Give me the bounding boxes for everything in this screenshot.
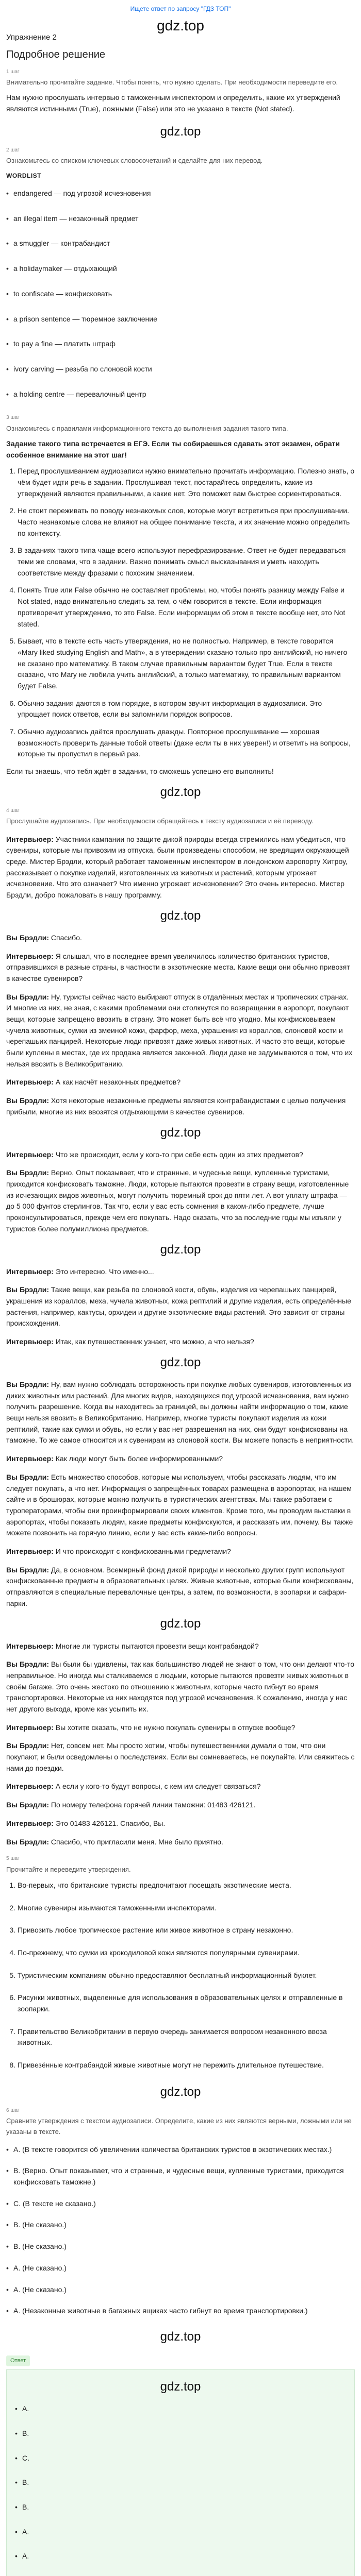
list-item: 5. Туристическим компаниям обычно предоставляют бесплатный информационный буклет. xyxy=(18,1970,355,1981)
list-item: 1. Во-первых, что британские туристы предпочитают посещать экзотические места. xyxy=(18,1880,355,1891)
watermark: gdz.top xyxy=(160,785,201,799)
speaker: Интервьюер: xyxy=(6,952,54,960)
speaker: Вы Брэдли: xyxy=(6,1660,49,1669)
speaker: Интервьюер: xyxy=(6,1337,54,1346)
step-3 xyxy=(6,414,355,777)
comparison-list xyxy=(6,2144,355,2317)
speaker: Интервьюер: xyxy=(6,1641,54,1650)
dialog xyxy=(6,834,355,1848)
line-text: Такие вещи, как резьба по слоновой кости, обувь, изделия из черепашьих панцирей, украшения из кораллов, меха, чучела животных, кожа рептилий и другие изделия, есть определённые растения, например, кактусы, орхидеи и другие экзотические виды растений. Это зависит от страны происхождения. xyxy=(6,1285,351,1328)
list-item: • А. (В тексте говорится об увеличении количества британских туристов в экзотических местах.) xyxy=(6,2144,355,2156)
speaker: Вы Брэдли: xyxy=(6,933,49,942)
line-text: Вы были бы удивлены, так как большинство людей не знают о том, что они делают что-то неправильное. Но иногда мы сталкиваемся с людьми, которые пытаются провезти живых животных в своём багаже. Это очень жестоко по отношению к животным, которые часто гибнут во время транспортировки. Некоторые из них находятся под угрозой исчезновения. К сожалению, иногда у нас нет другого выхода, кроме как усыпить их. xyxy=(6,1660,355,1714)
top-search-link[interactable]: Ищете ответ по запросу "ГДЗ ТОП" xyxy=(130,5,231,12)
list-item: • В. (Не сказано.) xyxy=(6,2219,355,2231)
list-item: • В. (Верно. Опыт показывает, что и странные, и чудесные вещи, купленные туристами, приходится конфисковать таможне.) xyxy=(6,2165,355,2188)
speaker: Вы Брэдли: xyxy=(6,1380,49,1389)
line-text: Спасибо, что пригласили меня. Мне было приятно. xyxy=(51,1837,223,1846)
line-text: Что же происходит, если у кого-то при себе есть один из этих предметов? xyxy=(55,1150,303,1159)
line-text: И что происходит с конфискованными предметами? xyxy=(55,1547,231,1555)
watermark: gdz.top xyxy=(160,908,201,923)
exam-note: Задание такого типа встречается в ЕГЭ. Если ты собираешься сдавать этот экзамен, обрати особенное внимание на этот шаг! xyxy=(6,439,340,459)
dialog-line xyxy=(6,1149,355,1161)
watermark: gdz.top xyxy=(157,18,204,33)
answer-list xyxy=(15,2403,346,2576)
list-item: 8. Привезённые контрабандой живые животные могут не пережить длительное путешествие. xyxy=(18,2060,355,2071)
dialog-line xyxy=(6,1095,355,1117)
speaker: Интервьюер: xyxy=(6,835,54,843)
dialog-line xyxy=(6,1167,355,1234)
speaker: Вы Брэдли: xyxy=(6,1837,49,1846)
speaker: Интервьюер: xyxy=(6,1454,54,1463)
dialog-line xyxy=(6,992,355,1070)
list-item: • an illegal item — незаконный предмет xyxy=(6,213,355,225)
step-label: 5 шаг xyxy=(6,1856,20,1862)
line-text: Ну, туристы сейчас часто выбирают отпуск в отдалённых местах и тропических странах. И многие из них, не зная, с какими проблемами они столкнутся по возвращении в аэропорт, покупают вещи, которые запрещено ввозить в страну. Это может быть всё что угодно. Мы конфисковываем чучела животных, сумки из змеиной кожи, фарфор, меха, украшения из кораллов, слоновой кости и черепашьих панцирей. Некоторые люди привозят даже живых животных. И часто это вещи, которые были куплены в местах, где их продажа является законной. Люди даже не задумываются о том, что их нельзя ввозить в Великобританию. xyxy=(6,992,353,1068)
list-item: • А. (Незаконные животные в багажных ящиках часто гибнут во время транспортировки.) xyxy=(6,2306,355,2317)
line-text: Я слышал, что в последнее время увеличилось количество британских туристов, отправившихся в разные страны, в частности в экзотические места. Какие вещи они обычно привозят в качестве сувениров? xyxy=(6,952,350,982)
speaker: Интервьюер: xyxy=(6,1723,54,1732)
dialog-line xyxy=(6,1800,355,1811)
dialog-line xyxy=(6,1565,355,1609)
task-text: Ознакомьтесь со списком ключевых словосочетаний и сделайте для них перевод. xyxy=(6,157,263,165)
speaker: Интервьюер: xyxy=(6,1782,54,1791)
list-item: • C. xyxy=(15,2453,346,2464)
list-item: • ivory carving — резьба по слоновой кости xyxy=(6,364,355,375)
task-text: Внимательно прочитайте задание. Чтобы понять, что нужно сделать. При необходимости переведите его. xyxy=(6,78,338,87)
watermark: gdz.top xyxy=(160,1355,201,1369)
speaker: Вы Брэдли: xyxy=(6,1565,49,1574)
watermark: gdz.top xyxy=(160,2380,201,2394)
list-item: • A. xyxy=(15,2527,346,2538)
paragraph: Нам нужно прослушать интервью с таможенным инспектором и определить, какие их утверждений являются истинными (True), ложными (False) или это не указано в тексте (Not stated). xyxy=(6,93,340,113)
dialog-line xyxy=(6,951,355,985)
list-item: • a smuggler — контрабандист xyxy=(6,238,355,249)
watermark: gdz.top xyxy=(160,2084,201,2099)
step-6 xyxy=(6,2107,355,2317)
line-text: Итак, как путешественник узнает, что можно, а что нельзя? xyxy=(55,1337,254,1346)
line-text: Вы хотите сказать, что не нужно покупать сувениры в отпуске вообще? xyxy=(55,1723,296,1732)
exercise-title: Упражнение 2 xyxy=(6,33,57,42)
list-item: 3. Привозить любое тропическое растение или живое животное в страну незаконно. xyxy=(18,1925,355,1936)
step-2 xyxy=(6,146,355,400)
list-item: 6. Обычно задания даются в том порядке, в котором звучит информация в аудиозаписи. Это упрощает поиск ответов, если вы запомнили порядок вопросов. xyxy=(18,698,355,720)
task-text: Ознакомьтесь с правилами информационного текста до выполнения задания такого типа. xyxy=(6,424,288,432)
list-item: 1. Перед прослушиванием аудиозаписи нужно внимательно прочитать информацию. Полезно знать, о чём будет идти речь в задании. Прослушивая текст, постарайтесь определить, какие из утверждений являются правильными, а какие нет. Это поможет вам быстрее сориентироваться. xyxy=(18,466,355,499)
list-item: 6. Рисунки животных, выделенные для использования в образовательных целях и отправленные в зоопарки. xyxy=(18,1992,355,2014)
dialog-line xyxy=(6,1641,355,1652)
dialog-line xyxy=(6,1781,355,1792)
list-item: 3. В заданиях такого типа чаще всего используют перефразирование. Ответ не будет передаваться теми же словами, что в задании. Важно понимать смысл высказывания и уметь находить соответствие между фразами с похожим значением. xyxy=(18,545,355,579)
step-label: 2 шаг xyxy=(6,147,20,153)
line-text: Нет, совсем нет. Мы просто хотим, чтобы путешественники думали о том, что они покупают, и были осведомлены о последствиях. Если вы сомневаетесь, не покупайте. Или свяжитесь с нами до поездки. xyxy=(6,1741,355,1772)
dialog-line xyxy=(6,933,355,944)
list-item: • a holidaymaker — отдыхающий xyxy=(6,263,355,275)
task-text: Сравните утверждения с текстом аудиозаписи. Определите, какие из них являются верными, ложными или не указаны в тексте. xyxy=(6,2117,352,2136)
answer-box xyxy=(6,2369,355,2576)
list-item: • А. (Не сказано.) xyxy=(6,2284,355,2296)
watermark: gdz.top xyxy=(160,2329,201,2344)
watermark: gdz.top xyxy=(160,1125,201,1140)
dialog-line xyxy=(6,1453,355,1465)
speaker: Интервьюер: xyxy=(6,1150,54,1159)
answer-label: Ответ xyxy=(6,2355,30,2366)
speaker: Интервьюер: xyxy=(6,1078,54,1087)
step-label: 1 шаг xyxy=(6,69,20,75)
dialog-line xyxy=(6,1284,355,1329)
line-text: А как насчёт незаконных предметов? xyxy=(55,1078,181,1087)
speaker: Вы Брэдли: xyxy=(6,1096,49,1105)
list-item: 4. Понять True или False обычно не составляет проблемы, но, чтобы понять разницу между False и Not stated, надо внимательно следить за тем, о чём говорится в тексте. Если информация противоречит утверждению, то это False. Если информации об этом в тексте вообще нет, это Not stated. xyxy=(18,585,355,630)
line-text: Верно. Опыт показывает, что и странные, и чудесные вещи, купленные туристами, приходится конфисковать таможне. Люди, которые пытаются провезти в страну вещи, изготовленные из исчезающих видов животных, могут получить тюремный срок до пяти лет. А вот уплату штрафа — до 5 000 фунтов стерлингов. Так что, если у вас есть сомнения в каком-либо предмете, лучше проконсультироваться, прежде чем его покупать. Надо сказать, что за последние годы мы изъяли у туристов более полумиллиона предметов. xyxy=(6,1168,349,1233)
list-item: 2. Не стоит переживать по поводу незнакомых слов, которые могут встретиться при прослушивании. Часто незнакомые слова не влияют на общее понимание текста, и их значение можно определить по контексту. xyxy=(18,505,355,539)
list-item: • to confiscate — конфисковать xyxy=(6,289,355,300)
line-text: Спасибо. xyxy=(51,933,82,942)
list-item: 7. Правительство Великобритании в первую очередь занимается вопросом незаконного ввоза животных. xyxy=(18,2026,355,2048)
list-item: • С. (В тексте не сказано.) xyxy=(6,2198,355,2210)
dialog-line xyxy=(6,1740,355,1774)
step-label: 4 шаг xyxy=(6,807,20,814)
list-item: • a prison sentence — тюремное заключение xyxy=(6,314,355,325)
dialog-line xyxy=(6,1266,355,1278)
line-text: Ну, вам нужно соблюдать осторожность при покупке любых сувениров, изготовленных из диких животных или растений. Для многих видов, находящихся под угрозой исчезновения, вам нужно получить разрешение. Когда вы находитесь за границей, вы должны найти информацию о том, какие вещи нельзя ввозить в Великобританию. Например, многие туристы покупают изделия из кожи рептилий, такие как сумки и обувь, но если у вас нет разрешения на них, они будут конфискованы на таможне. То же самое относится и к сувенирам из слоновой кости. Вы можете попасть в неприятности. xyxy=(6,1380,354,1445)
statements-list xyxy=(6,1880,355,2071)
step-1 xyxy=(6,68,355,115)
line-text: Это интересно. Что именно... xyxy=(55,1267,154,1276)
dialog-line xyxy=(6,1336,355,1348)
step-label: 6 шаг xyxy=(6,2107,20,2113)
step-4 xyxy=(6,807,355,1848)
speaker: Интервьюер: xyxy=(6,1547,54,1555)
speaker: Вы Брэдли: xyxy=(6,1801,49,1809)
speaker: Вы Брэдли: xyxy=(6,1472,49,1481)
dialog-line xyxy=(6,1659,355,1715)
watermark: gdz.top xyxy=(160,124,201,139)
dialog-line xyxy=(6,1837,355,1848)
watermark: gdz.top xyxy=(160,1617,201,1631)
list-item: • B. xyxy=(15,2477,346,2488)
dialog-line xyxy=(6,1379,355,1446)
line-text: По номеру телефона горячей линии таможни: 01483 426121. xyxy=(51,1801,256,1809)
dialog-line xyxy=(6,1472,355,1539)
step-label: 3 шаг xyxy=(6,415,20,421)
speaker: Вы Брэдли: xyxy=(6,992,49,1001)
list-item: • to pay a fine — платить штраф xyxy=(6,338,355,350)
list-item: • A. xyxy=(15,2403,346,2415)
line-text: Да, в основном. Всемирный фонд дикой природы и несколько других групп используют конфискованные предметы в образовательных целях. Живые животные, которые были конфискованы, отправляются в специальные перевалочные центры, а затем, по возможности, в зоопарки и сафари-парки. xyxy=(6,1565,354,1607)
line-text: А если у кого-то будут вопросы, с кем им следует связаться? xyxy=(55,1782,261,1791)
list-item: 2. Многие сувениры изымаются таможенными инспекторами. xyxy=(18,1903,355,1914)
wordlist-heading: WORDLIST xyxy=(6,172,41,180)
list-item: 7. Обычно аудиозапись даётся прослушать дважды. Повторное прослушивание — хорошая возможность проверить данные тобой ответы (даже если ты в них уверен!) и ответить на вопросы, которые ты пропустил в первый раз. xyxy=(18,726,355,760)
list-item: • B. xyxy=(15,2428,346,2439)
line-text: Как люди могут быть более информированными? xyxy=(55,1454,223,1463)
speaker: Вы Брэдли: xyxy=(6,1168,49,1177)
line-text: Хотя некоторые незаконные предметы являются контрабандистами с целью получения прибыли, многие из них ввозятся отдыхающими в качестве сувениров. xyxy=(6,1096,346,1116)
list-item: • endangered — под угрозой исчезновения xyxy=(6,188,355,199)
dialog-line xyxy=(6,1818,355,1829)
speaker: Вы Брэдли: xyxy=(6,1741,49,1750)
list-item: 4. По-прежнему, что сумки из крокодиловой кожи являются популярными сувенирами. xyxy=(18,1947,355,1959)
speaker: Интервьюер: xyxy=(6,1819,54,1827)
line-text: Это 01483 426121. Спасибо, Вы. xyxy=(55,1819,166,1827)
list-item: 5. Бывает, что в тексте есть часть утверждения, но не полностью. Например, в тексте говорится «Mary liked studying English and Math», а в утверждении сказано только про английский, но ничего не сказано про математику. В таком случае правильным вариантом будет True. Если в тексте сказано, что Mary не любила учить английский, а только математику, то правильным вариантом будет False. xyxy=(18,636,355,691)
speaker: Интервьюер: xyxy=(6,1267,54,1276)
task-text: Прослушайте аудиозапись. При необходимости обращайтесь к тексту аудиозаписи и её переводу. xyxy=(6,817,314,825)
dialog-line xyxy=(6,1722,355,1734)
step-5 xyxy=(6,1855,355,2071)
dialog-line xyxy=(6,834,355,901)
list-item: • A. xyxy=(15,2551,346,2562)
task-text: Прочитайте и переведите утверждения. xyxy=(6,1865,131,1873)
list-item: • А. (Не сказано.) xyxy=(6,2263,355,2274)
tips-list xyxy=(6,466,355,760)
section-title: Подробное решение xyxy=(6,48,106,60)
dialog-line xyxy=(6,1077,355,1088)
dialog-line xyxy=(6,1546,355,1557)
list-item: • В. (Не сказано.) xyxy=(6,2241,355,2252)
list-item: • a holding centre — перевалочный центр xyxy=(6,389,355,400)
wordlist xyxy=(6,188,355,400)
line-text: Есть множество способов, которые мы используем, чтобы рассказать людям, что им следует покупать, а что нет. Информация о запрещённых товарах размещена в аэропортах, на нашем сайте и в брошюрах, которые можно получить в туристических агентствах. Мы также работаем с туроператорами, чтобы они проинформировали своих клиентов. Кроме того, мы проводим выставки в аэропортах, чтобы показать людям, какие предметы конфискуются, и рассказать им, почему. Вы также можете позвонить на горячую линию, если у вас есть какие-либо вопросы. xyxy=(6,1472,353,1537)
line-text: Участники кампании по защите дикой природы всегда стремились нам убедиться, что сувениры, которые мы привозим из отпуска, были произведены способом, не вредящим окружающей среде. Мистер Брэдли, который работает таможенным инспектором в лондонском аэропорту Хитроу, рассказывает о покупке изделий, изготовленных из животных и растений, которым угрожает исчезновение. Что это означает? Что именно угрожает исчезновение? Это очень интересно. Мистер Брэдли, добро пожаловать в нашу программу. xyxy=(6,835,349,900)
watermark: gdz.top xyxy=(160,1242,201,1257)
list-item: • B. xyxy=(15,2502,346,2513)
line-text: Многие ли туристы пытаются провезти вещи контрабандой? xyxy=(55,1641,259,1650)
closing-text: Если ты знаешь, что тебя ждёт в задании, то сможешь успешно его выполнить! xyxy=(6,767,274,776)
speaker: Вы Брэдли: xyxy=(6,1285,49,1294)
